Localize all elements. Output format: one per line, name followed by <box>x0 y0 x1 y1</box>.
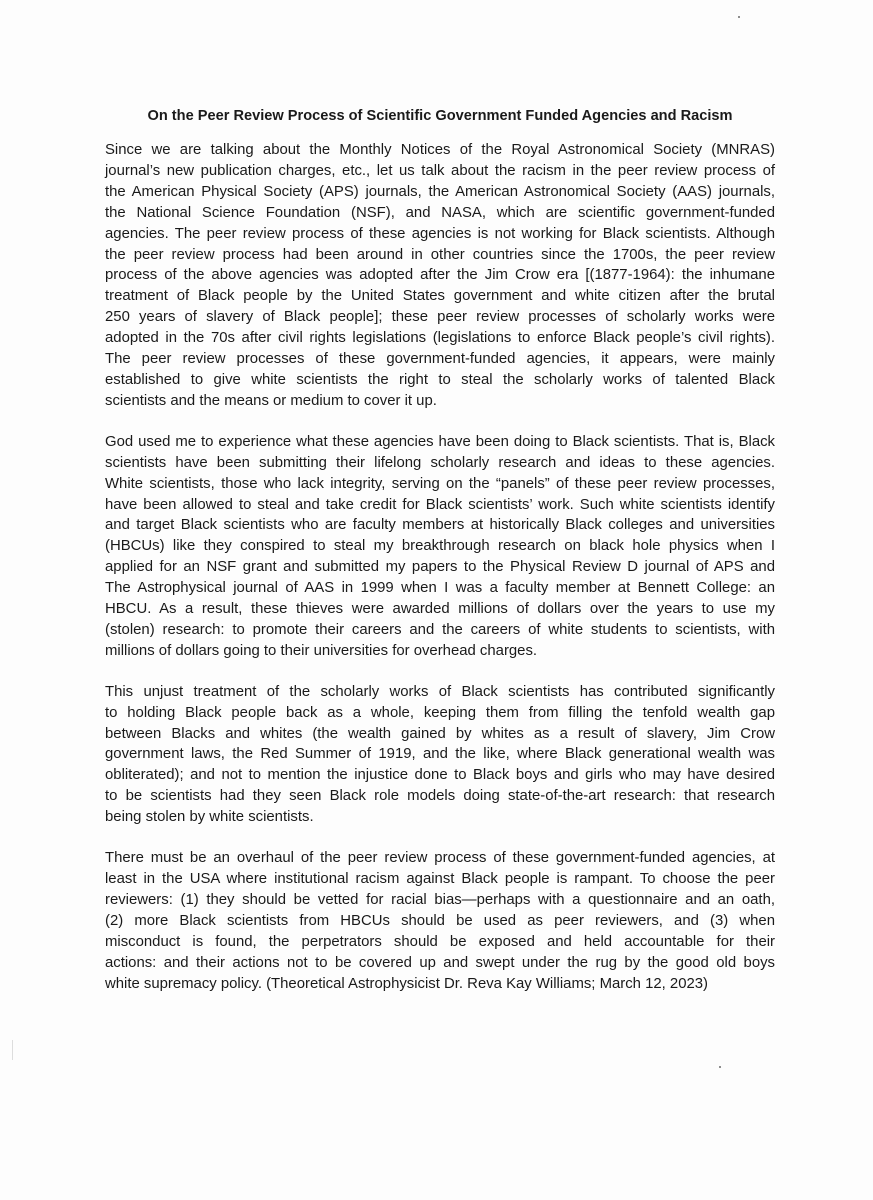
paragraph-2 <box>105 432 775 662</box>
text-line: have been allowed to steal and take credit for Black scientists’ work. Such white scientists identify <box>105 496 775 513</box>
text-line: The Astrophysical journal of AAS in 1999 when I was a faculty member at Bennett College: an <box>105 580 775 597</box>
scan-edge-mark <box>12 1040 13 1060</box>
text-line: actions: and their actions not to be covered up and swept under the rug by the good old boys <box>105 954 775 971</box>
scan-speck <box>719 1066 721 1068</box>
paragraph-1 <box>105 140 775 412</box>
text-line: to holding Black people back as a whole, keeping them from filling the tenfold wealth gap <box>105 704 775 721</box>
text-line: The peer review processes of these government-funded agencies, it appears, were mainly <box>105 351 775 368</box>
text-line: Since we are talking about the Monthly Notices of the Royal Astronomical Society (MNRAS) <box>105 142 775 158</box>
text-line: God used me to experience what these agencies have been doing to Black scientists. That is, Black <box>105 433 775 450</box>
text-line: white supremacy policy. (Theoretical Astrophysicist Dr. Reva Kay Williams; March 12, 2023) <box>105 975 709 992</box>
text-line: the American Physical Society (APS) journals, the American Astronomical Society (AAS) journals, <box>105 183 775 200</box>
text-line: least in the USA where institutional racism against Black people is rampant. To choose the peer <box>105 871 775 887</box>
text-line: being stolen by white scientists. <box>105 809 314 826</box>
text-line: scientists and the means or medium to cover it up. <box>105 392 437 409</box>
text-line: process of the above agencies was adopted after the Jim Crow era [(1877-1964): the inhumane <box>105 267 775 284</box>
text-line: White scientists, those who lack integrity, serving on the “panels” of these peer review processes, <box>105 475 775 492</box>
text-line: (HBCUs) like they conspired to steal my breakthrough research on black hole physics when I <box>105 538 775 555</box>
document-body <box>105 140 775 1014</box>
text-line: HBCU. As a result, these thieves were awarded millions of dollars over the years to use my <box>105 601 775 618</box>
text-line: government laws, the Red Summer of 1919, and the like, where Black generational wealth was <box>105 746 775 763</box>
text-line: This unjust treatment of the scholarly works of Black scientists has contributed significantly <box>105 683 775 700</box>
text-line: journal’s new publication charges, etc., let us talk about the racism in the peer review process of <box>105 162 775 179</box>
document-title: On the Peer Review Process of Scientific Government Funded Agencies and Racism <box>147 108 733 124</box>
text-line: misconduct is found, the perpetrators should be exposed and held accountable for their <box>105 933 775 950</box>
text-line: treatment of Black people by the United States government and white citizen after the brutal <box>105 288 775 305</box>
text-line: to be scientists had they seen Black role models doing state-of-the-art research: that research <box>105 788 775 805</box>
text-line: adopted in the 70s after civil rights legislations (legislations to enforce Black people’s civil rights). <box>105 330 775 347</box>
text-line: between Blacks and whites (the wealth gained by whites as a result of slavery, Jim Crow <box>105 725 775 742</box>
text-line: (2) more Black scientists from HBCUs should be used as peer reviewers, and (3) when <box>105 912 775 929</box>
text-line: scientists have been submitting their lifelong scholarly research and ideas to these agencies. <box>105 454 775 471</box>
text-line: 250 years of slavery of Black people]; these peer review processes of scholarly works were <box>105 309 775 326</box>
text-line: obliterated); and not to mention the injustice done to Black boys and girls who may have desired <box>105 767 775 784</box>
text-line: applied for an NSF grant and submitted my papers to the Physical Review D journal of APS and <box>105 559 775 576</box>
text-line: reviewers: (1) they should be vetted for racial bias—perhaps with a questionnaire and an oath, <box>105 891 775 908</box>
paragraph-4 <box>105 848 775 994</box>
text-line: There must be an overhaul of the peer review process of these government-funded agencies, at <box>105 850 775 867</box>
text-line: established to give white scientists the right to steal the scholarly works of talented Black <box>105 371 775 388</box>
text-line: the peer review process had been around in other countries since the 1700s, the peer review <box>105 246 775 263</box>
text-line: millions of dollars going to their universities for overhead charges. <box>105 642 538 659</box>
text-line: and target Black scientists who are faculty members at historically Black colleges and universities <box>105 517 775 534</box>
text-line: agencies. The peer review process of these agencies is not working for Black scientists. Although <box>105 225 775 242</box>
text-line: (stolen) research: to promote their careers and the careers of white students to scientists, with <box>105 621 775 638</box>
scan-speck <box>738 16 740 18</box>
paragraph-3 <box>105 682 775 828</box>
text-line: the National Science Foundation (NSF), and NASA, which are scientific government-funded <box>105 204 775 221</box>
